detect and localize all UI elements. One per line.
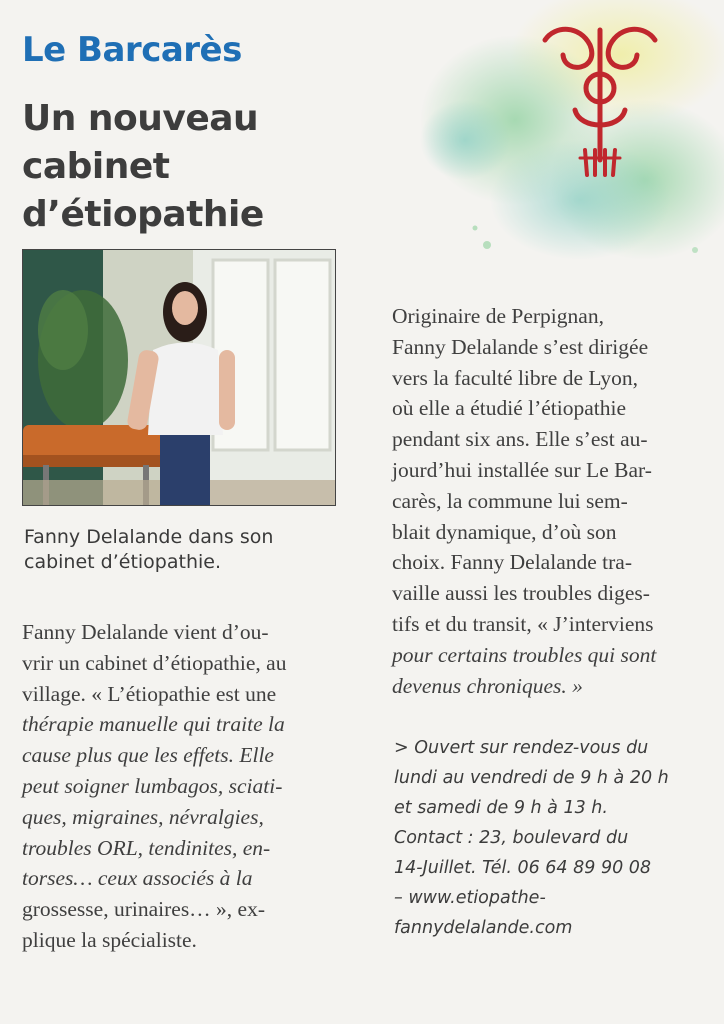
headline-line: cabinet <box>22 146 170 187</box>
text-line: Fanny Delalande vient d’ou- <box>22 620 269 644</box>
text-line: cause plus que les effets. Elle <box>22 743 274 768</box>
text-line: vrir un cabinet d’étiopathie, au <box>22 650 287 675</box>
info-line: et samedi de 9 h à 13 h. <box>394 798 608 818</box>
text-line: jourd’hui installée sur Le Bar- <box>392 457 652 482</box>
text-line: torses… ceux associés à la <box>22 866 253 891</box>
article-headline <box>22 95 264 239</box>
text-line: tifs et du transit, « J’interviens <box>392 611 654 636</box>
text-line: Originaire de Perpignan, <box>392 304 604 328</box>
info-line: 14-Juillet. Tél. 06 64 89 90 08 <box>394 858 652 878</box>
text-line: pour certains troubles qui sont <box>392 642 657 667</box>
text-line: Fanny Delalande s’est dirigée <box>392 334 649 359</box>
info-line: – www.etiopathe- <box>394 888 546 908</box>
caption-line: cabinet d’étiopathie. <box>24 551 221 573</box>
website-link[interactable]: fannydelalande.com <box>394 918 573 938</box>
article-photo <box>22 249 336 506</box>
info-line: Contact : 23, boulevard du <box>394 828 629 848</box>
text-line: blait dynamique, d’où son <box>392 519 617 544</box>
headline-line: d’étiopathie <box>22 194 264 235</box>
text-line: troubles ORL, tendinites, en- <box>22 835 271 860</box>
text-line: vers la faculté libre de Lyon, <box>392 365 638 390</box>
watercolor-splash <box>405 0 724 285</box>
left-column-text <box>22 617 286 956</box>
right-column-text <box>392 301 656 701</box>
info-line: > Ouvert sur rendez-vous du <box>394 738 649 758</box>
text-line: thérapie manuelle qui traite la <box>22 712 285 737</box>
text-line: carès, la commune lui sem- <box>392 488 628 513</box>
info-line: lundi au vendredi de 9 h à 20 h <box>394 768 669 788</box>
caption-line: Fanny Delalande dans son <box>24 526 274 548</box>
text-line: choix. Fanny Delalande tra- <box>392 550 632 575</box>
practical-info <box>394 733 669 943</box>
section-kicker: Le Barcarès <box>22 30 242 70</box>
photo-caption <box>24 525 273 575</box>
text-line: plique la spécialiste. <box>22 927 197 952</box>
text-line: vaille aussi les troubles diges- <box>392 581 650 606</box>
text-line: grossesse, urinaires… », ex- <box>22 897 266 922</box>
headline-line: Un nouveau <box>22 98 259 139</box>
text-line: ques, migraines, névralgies, <box>22 804 264 829</box>
text-line: devenus chroniques. » <box>392 673 583 698</box>
text-line: peut soigner lumbagos, sciati- <box>22 773 283 798</box>
text-line: pendant six ans. Elle s’est au- <box>392 427 648 452</box>
text-line: village. « L’étiopathie est une <box>22 681 277 706</box>
text-line: où elle a étudié l’étiopathie <box>392 396 627 421</box>
